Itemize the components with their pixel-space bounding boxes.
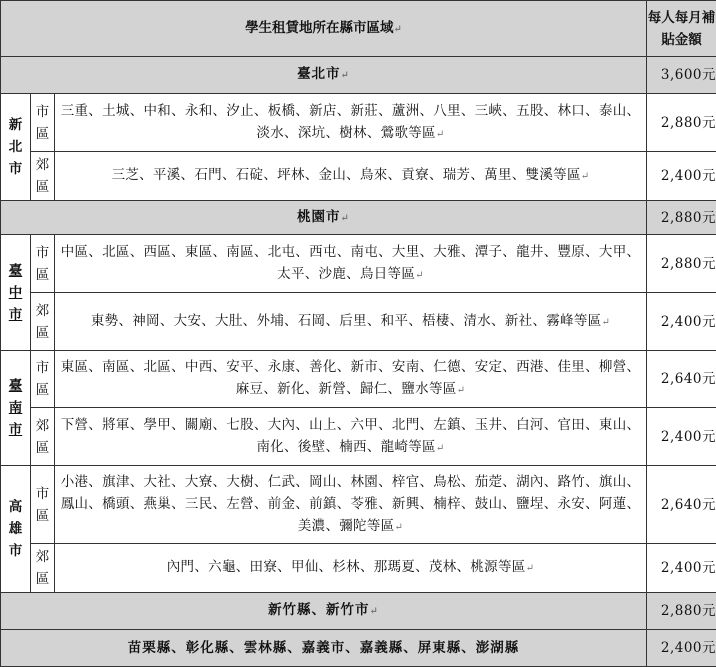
row-hsinchu bbox=[1, 593, 716, 630]
amount-header: 每人每月補貼金額 bbox=[647, 1, 716, 57]
district-list-tainan-suburban: 下營、將軍、學甲、關廟、七股、大內、山上、六甲、北門、左鎮、玉井、白河、官田、東山、南化、後壁、楠西、龍崎等區↵ bbox=[55, 408, 647, 466]
zone-suburban-label: 郊區 bbox=[31, 544, 55, 593]
row-new-taipei-urban bbox=[1, 94, 716, 152]
row-new-taipei-suburban bbox=[1, 152, 716, 201]
district-list-kaohsiung-urban: 小港、旗津、大社、大寮、大樹、仁武、岡山、林園、梓官、鳥松、茄萣、湖內、路竹、旗山、鳳山、橋頭、燕巢、三民、左營、前金、前鎮、苓雅、新興、楠梓、鼓山、鹽埕、永安、阿蓮、美濃、彌陀等區↵ bbox=[55, 466, 647, 544]
amount-others: 2,400元 bbox=[647, 630, 716, 667]
location-header: 學生租賃地所在縣市區域↵ bbox=[1, 1, 647, 57]
zone-urban-label: 市區 bbox=[31, 351, 55, 408]
row-tainan-urban bbox=[1, 351, 716, 408]
row-taoyuan bbox=[1, 201, 716, 235]
city-tainan: 臺南市 bbox=[1, 351, 31, 466]
district-list-new-taipei-suburban: 三芝、平溪、石門、石碇、坪林、金山、烏來、貢寮、瑞芳、萬里、雙溪等區↵ bbox=[55, 152, 647, 201]
amount-kaohsiung-urban: 2,640元 bbox=[647, 466, 716, 544]
zone-suburban-label: 郊區 bbox=[31, 408, 55, 466]
city-kaohsiung: 高雄市 bbox=[1, 466, 31, 593]
zone-suburban-label: 郊區 bbox=[31, 152, 55, 201]
district-list-taichung-suburban: 東勢、神岡、大安、大肚、外埔、石岡、后里、和平、梧棲、清水、新社、霧峰等區↵ bbox=[55, 293, 647, 351]
amount-hsinchu: 2,880元 bbox=[647, 593, 716, 630]
zone-urban-label: 市區 bbox=[31, 94, 55, 152]
zone-suburban-label: 郊區 bbox=[31, 293, 55, 351]
amount-taichung-urban: 2,880元 bbox=[647, 235, 716, 293]
amount-kaohsiung-suburban: 2,400元 bbox=[647, 544, 716, 593]
amount-taichung-suburban: 2,400元 bbox=[647, 293, 716, 351]
row-taichung-urban bbox=[1, 235, 716, 293]
row-tainan-suburban bbox=[1, 408, 716, 466]
amount-tainan-suburban: 2,400元 bbox=[647, 408, 716, 466]
row-kaohsiung-suburban bbox=[1, 544, 716, 593]
zone-urban-label: 市區 bbox=[31, 466, 55, 544]
city-taipei: 臺北市↵ bbox=[1, 57, 647, 94]
amount-taoyuan: 2,880元 bbox=[647, 201, 716, 235]
header-row bbox=[1, 1, 716, 57]
amount-new-taipei-urban: 2,880元 bbox=[647, 94, 716, 152]
district-list-taichung-urban: 中區、北區、西區、東區、南區、北屯、西屯、南屯、大里、大雅、潭子、龍井、豐原、大甲、太平、沙鹿、烏日等區↵ bbox=[55, 235, 647, 293]
amount-tainan-urban: 2,640元 bbox=[647, 351, 716, 408]
amount-new-taipei-suburban: 2,400元 bbox=[647, 152, 716, 201]
zone-urban-label: 市區 bbox=[31, 235, 55, 293]
city-others: 苗栗縣、彰化縣、雲林縣、嘉義市、嘉義縣、屏東縣、澎湖縣 bbox=[1, 630, 647, 667]
district-list-kaohsiung-suburban: 內門、六龜、田寮、甲仙、杉林、那瑪夏、茂林、桃源等區↵ bbox=[55, 544, 647, 593]
city-new-taipei: 新北市 bbox=[1, 94, 31, 201]
amount-taipei: 3,600元 bbox=[647, 57, 716, 94]
city-taoyuan: 桃園市↵ bbox=[1, 201, 647, 235]
city-taichung: 臺中市 bbox=[1, 235, 31, 351]
district-list-tainan-urban: 東區、南區、北區、中西、安平、永康、善化、新市、安南、仁德、安定、西港、佳里、柳營、麻豆、新化、新營、歸仁、鹽水等區↵ bbox=[55, 351, 647, 408]
row-taichung-suburban bbox=[1, 293, 716, 351]
row-taipei bbox=[1, 57, 716, 94]
city-hsinchu: 新竹縣、新竹市↵ bbox=[1, 593, 647, 630]
district-list-new-taipei-urban: 三重、土城、中和、永和、汐止、板橋、新店、新莊、蘆洲、八里、三峽、五股、林口、泰山、淡水、深坑、樹林、鶯歌等區↵ bbox=[55, 94, 647, 152]
row-others bbox=[1, 630, 716, 667]
row-kaohsiung-urban bbox=[1, 466, 716, 544]
